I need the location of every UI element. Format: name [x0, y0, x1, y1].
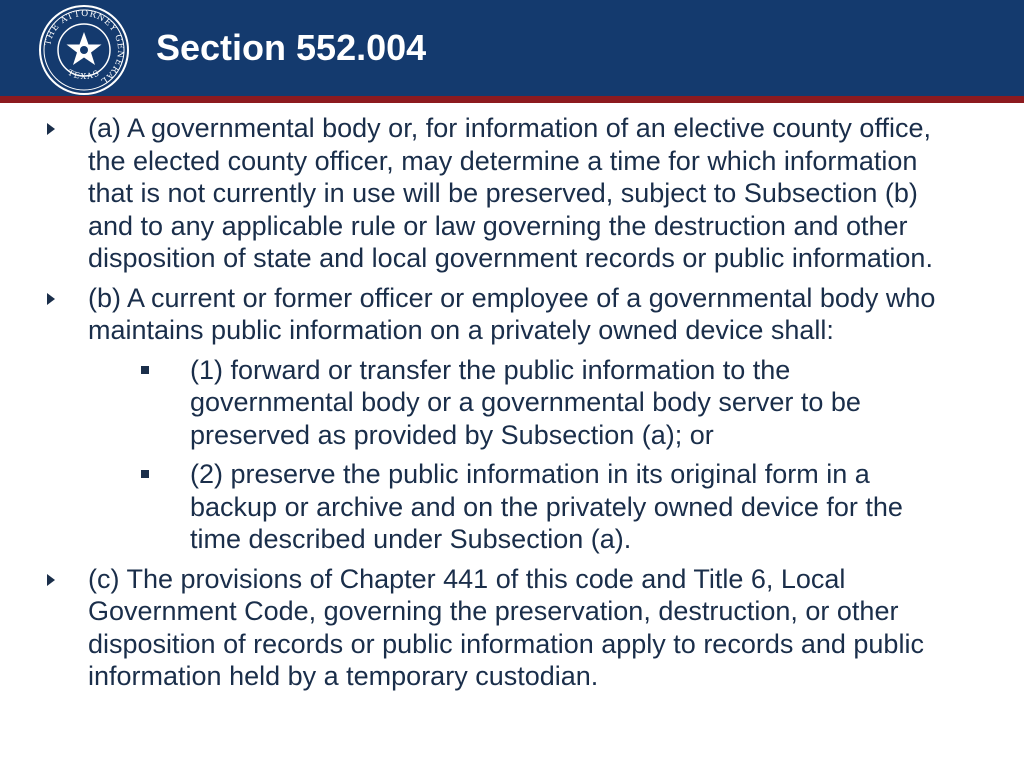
triangle-bullet-icon: [46, 292, 56, 306]
triangle-bullet-icon: [46, 573, 56, 587]
header-divider: [0, 96, 1024, 103]
page-title: Section 552.004: [156, 27, 427, 68]
sub-item-2: [0, 458, 1024, 556]
seal-ring-text: THE ATTORNEY GENERAL: [43, 8, 126, 87]
list-item-text: (a) A governmental body or, for information of an elective county office, the elected county officer, may determine a time for which information that is not currently in use will be preserved, subject to Subsection (b) and to any applicable rule or law governing the destruction and other disposition of state and local government records or public information.: [88, 113, 933, 273]
slide-body: [0, 112, 1024, 700]
sub-item-1: [0, 354, 1024, 452]
list-item-a: [0, 112, 1024, 275]
list-item-c: [0, 563, 1024, 693]
list-item-text: (b) A current or former officer or employee of a governmental body who maintains public information on a privately owned device shall:: [88, 282, 936, 345]
sub-item-text: (2) preserve the public information in its original form in a backup or archive and on the privately owned device for the time described under Subsection (a).: [190, 459, 903, 554]
sub-item-text: (1) forward or transfer the public information to the governmental body or a governmental body server to be preserved as provided by Subsection (a); or: [190, 354, 861, 450]
header-bar: [0, 0, 1024, 96]
triangle-bullet-icon: [46, 122, 56, 136]
seal-bottom-text: TEXAS: [66, 67, 102, 82]
list-item-b: [0, 282, 1024, 347]
list-item-text: (c) The provisions of Chapter 441 of this code and Title 6, Local Government Code, governing the preservation, destruction, or other disposition of records or public information apply to records and public information held by a temporary custodian.: [88, 563, 924, 691]
square-bullet-icon: [141, 366, 149, 374]
attorney-general-seal-icon: [38, 4, 130, 96]
square-bullet-icon: [141, 470, 149, 478]
